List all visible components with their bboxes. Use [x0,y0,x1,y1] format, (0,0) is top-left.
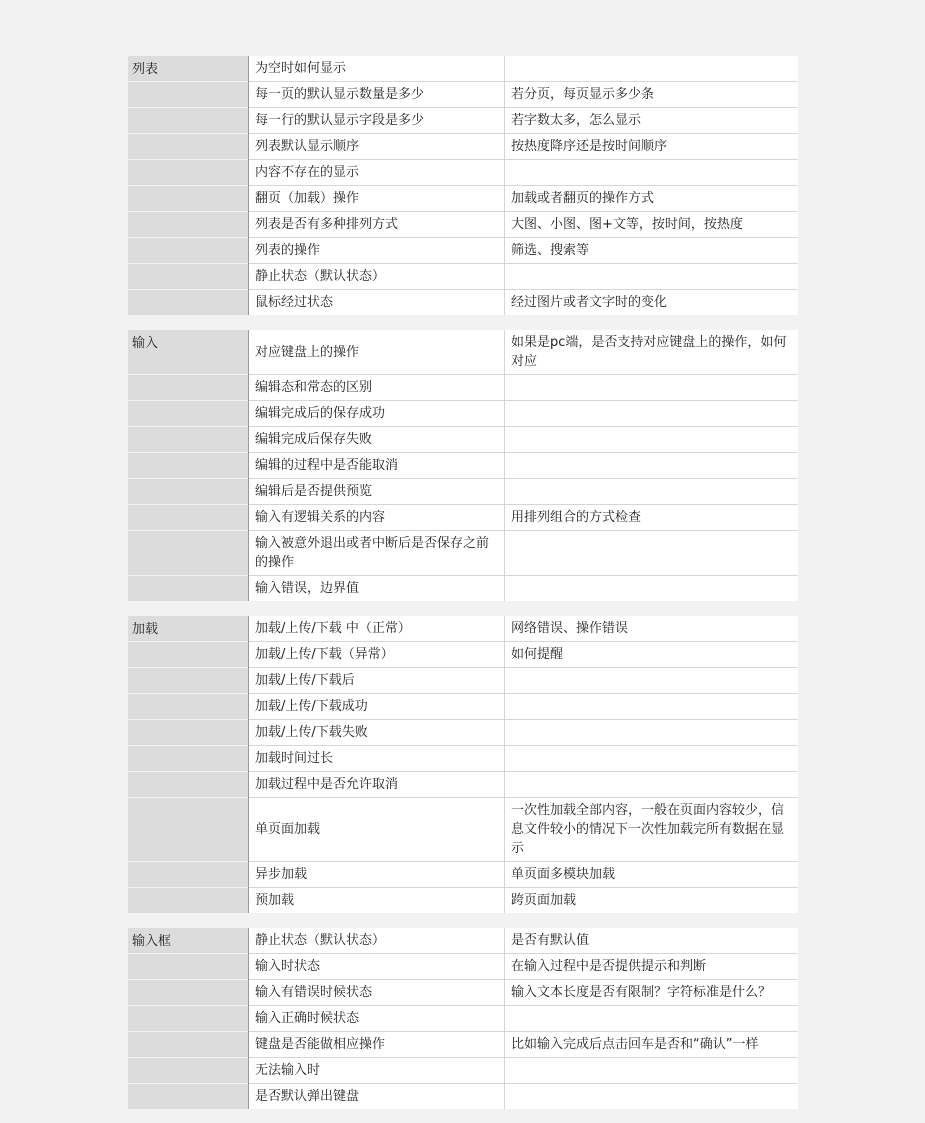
row-divider [128,452,248,453]
note-cell: 跨页面加载 [511,893,577,908]
note-cell [505,375,798,400]
note-cell [505,576,798,601]
table-row [249,212,798,238]
item-cell: 输入错误，边界值 [249,576,505,601]
checklist-section [128,330,798,601]
row-divider [128,263,248,264]
table-row [249,954,798,980]
row-divider [128,237,248,238]
row-divider [128,1031,248,1032]
table-row [249,290,798,315]
item-cell: 预加载 [249,888,505,913]
item-cell: 静止状态（默认状态） [249,928,505,953]
section-rows [249,616,798,913]
item-cell: 是否默认弹出键盘 [249,1084,505,1109]
row-divider [128,478,248,479]
table-row [249,238,798,264]
note-cell: 按热度降序还是按时间顺序 [511,139,668,154]
item-cell: 单页面加载 [249,798,505,861]
item-cell: 列表的操作 [249,238,505,263]
item-cell: 输入时状态 [249,954,505,979]
category-cell [128,928,249,1109]
table-row [249,668,798,694]
row-divider [128,374,248,375]
row-divider [128,133,248,134]
item-cell: 静止状态（默认状态） [249,264,505,289]
category-cell [128,56,249,315]
item-cell: 编辑完成后的保存成功 [249,401,505,426]
item-cell: 编辑态和常态的区别 [249,375,505,400]
note-cell: 如何提醒 [511,647,564,662]
item-cell: 加载/上传/下载 中（正常） [249,616,505,641]
note-cell [505,56,798,81]
note-cell [505,427,798,452]
item-cell: 内容不存在的显示 [249,160,505,185]
table-row [249,888,798,913]
note-cell [505,453,798,478]
note-cell: 加载或者翻页的操作方式 [511,191,655,206]
note-cell [505,746,798,771]
row-divider [128,81,248,82]
note-cell: 大图、小图、图+文等，按时间，按热度 [511,217,743,232]
item-cell: 输入有逻辑关系的内容 [249,505,505,530]
item-cell: 列表是否有多种排列方式 [249,212,505,237]
note-cell: 在输入过程中是否提供提示和判断 [511,959,707,974]
category-label: 列表 [132,62,159,77]
item-cell: 对应键盘上的操作 [249,330,505,374]
row-divider [128,745,248,746]
row-divider [128,641,248,642]
row-divider [128,979,248,980]
item-cell: 列表默认显示顺序 [249,134,505,159]
table-row [249,479,798,505]
table-row [249,772,798,798]
table-row [249,186,798,212]
table-row [249,1006,798,1032]
table-row [249,576,798,601]
item-cell: 输入有错误时候状态 [249,980,505,1005]
row-divider [128,400,248,401]
row-divider [128,530,248,531]
note-cell [505,1058,798,1083]
table-row [249,1032,798,1058]
table-row [249,1084,798,1109]
item-cell: 异步加载 [249,862,505,887]
checklist-section [128,56,798,315]
table-row [249,264,798,290]
row-divider [128,289,248,290]
note-cell [505,694,798,719]
item-cell: 加载过程中是否允许取消 [249,772,505,797]
row-divider [128,797,248,798]
item-cell: 加载/上传/下载成功 [249,694,505,719]
checklist-section [128,928,798,1109]
item-cell: 键盘是否能做相应操作 [249,1032,505,1057]
item-cell: 加载/上传/下载（异常） [249,642,505,667]
table-row [249,720,798,746]
note-cell: 比如输入完成后点击回车是否和“确认”一样 [511,1037,759,1052]
row-divider [128,107,248,108]
table-row [249,108,798,134]
note-cell [505,160,798,185]
note-cell: 是否有默认值 [511,933,590,948]
note-cell [505,264,798,289]
table-row [249,694,798,720]
table-row [249,642,798,668]
category-label: 输入框 [132,934,172,949]
category-label: 输入 [132,336,159,351]
row-divider [128,667,248,668]
table-row [249,928,798,954]
note-cell: 输入文本长度是否有限制？字符标准是什么？ [511,985,772,1000]
table-row [249,330,798,375]
table-row [249,505,798,531]
item-cell: 编辑的过程中是否能取消 [249,453,505,478]
table-row [249,56,798,82]
table-row [249,616,798,642]
row-divider [128,693,248,694]
table-row [249,375,798,401]
note-cell: 若分页，每页显示多少条 [511,87,655,102]
table-row [249,798,798,862]
category-cell [128,330,249,601]
row-divider [128,504,248,505]
section-rows [249,56,798,315]
category-label: 加载 [132,622,159,637]
note-cell: 若字数太多，怎么显示 [511,113,642,128]
table-row [249,746,798,772]
note-cell: 网络错误、操作错误 [511,621,629,636]
note-cell [505,531,798,575]
item-cell: 无法输入时 [249,1058,505,1083]
item-cell: 翻页（加载）操作 [249,186,505,211]
note-cell: 筛选、搜索等 [511,243,590,258]
section-rows [249,928,798,1109]
note-cell: 一次性加载全部内容，一般在页面内容较少，信息文件较小的情况下一次性加载完所有数据在显示 [511,803,785,856]
item-cell: 输入正确时候状态 [249,1006,505,1031]
row-divider [128,887,248,888]
item-cell: 加载时间过长 [249,746,505,771]
table-row [249,82,798,108]
table-row [249,401,798,427]
item-cell: 每一页的默认显示数量是多少 [249,82,505,107]
item-cell: 编辑后是否提供预览 [249,479,505,504]
note-cell: 单页面多模块加载 [511,867,616,882]
note-cell [505,720,798,745]
note-cell [505,772,798,797]
note-cell [505,479,798,504]
table-row [249,427,798,453]
row-divider [128,953,248,954]
row-divider [128,1057,248,1058]
item-cell: 鼠标经过状态 [249,290,505,315]
checklist-document [128,56,798,1109]
item-cell: 加载/上传/下载后 [249,668,505,693]
row-divider [128,771,248,772]
row-divider [128,1083,248,1084]
item-cell: 加载/上传/下载失败 [249,720,505,745]
item-cell: 每一行的默认显示字段是多少 [249,108,505,133]
note-cell: 用排列组合的方式检查 [511,510,642,525]
row-divider [128,719,248,720]
item-cell: 编辑完成后保存失败 [249,427,505,452]
section-rows [249,330,798,601]
table-row [249,980,798,1006]
item-cell: 为空时如何显示 [249,56,505,81]
note-cell [505,401,798,426]
note-cell [505,1084,798,1109]
row-divider [128,159,248,160]
row-divider [128,211,248,212]
table-row [249,134,798,160]
category-cell [128,616,249,913]
table-row [249,160,798,186]
note-cell [505,668,798,693]
row-divider [128,861,248,862]
table-row [249,862,798,888]
table-row [249,1058,798,1084]
row-divider [128,575,248,576]
row-divider [128,426,248,427]
note-cell: 如果是pc端，是否支持对应键盘上的操作，如何对应 [511,335,787,369]
table-row [249,531,798,576]
item-cell: 输入被意外退出或者中断后是否保存之前的操作 [249,531,505,575]
note-cell [505,1006,798,1031]
checklist-section [128,616,798,913]
table-row [249,453,798,479]
row-divider [128,185,248,186]
row-divider [128,1005,248,1006]
note-cell: 经过图片或者文字时的变化 [511,295,668,310]
